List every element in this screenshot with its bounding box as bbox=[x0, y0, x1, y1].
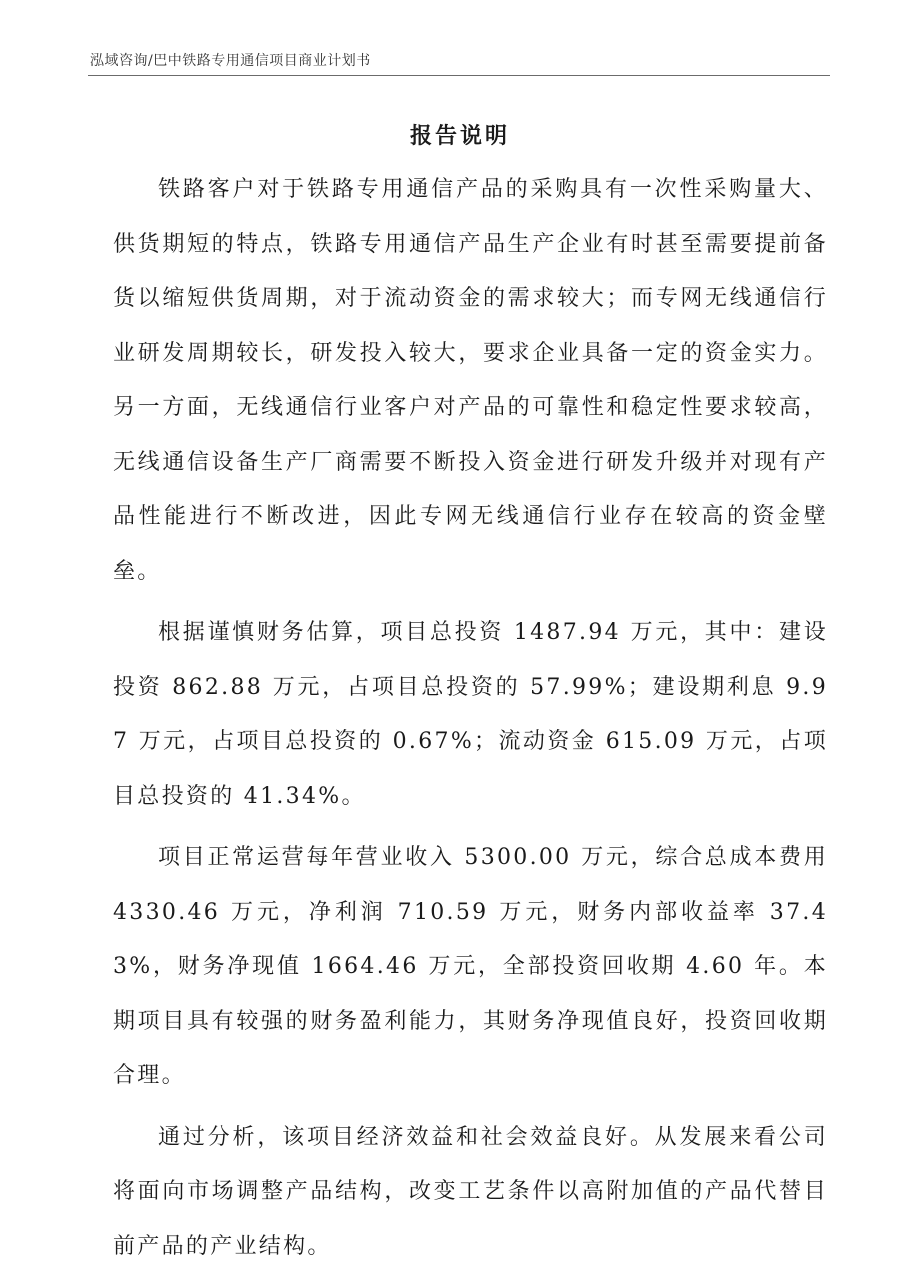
document-body bbox=[113, 163, 828, 1274]
paragraph-investment: 根据谨慎财务估算，项目总投资 1487.94 万元，其中：建设投资 862.88 万元，占项目总投资的 57.99%；建设期利息 9.97 万元，占项目总投资的 0.67%；流动资金 615.09 万元，占项目总投资的 41.34%。 bbox=[113, 606, 828, 824]
page-title: 报告说明 bbox=[0, 120, 920, 152]
paragraph-financials: 项目正常运营每年营业收入 5300.00 万元，综合总成本费用 4330.46 万元，净利润 710.59 万元，财务内部收益率 37.43%，财务净现值 1664.46 万元，全部投资回收期 4.60 年。本期项目具有较强的财务盈利能力，其财务净现值良好，投资回收期合理。 bbox=[113, 831, 828, 1104]
running-header: 泓域咨询/巴中铁路专用通信项目商业计划书 bbox=[90, 52, 371, 70]
paragraph-market-barrier: 铁路客户对于铁路专用通信产品的采购具有一次性采购量大、供货期短的特点，铁路专用通信产品生产企业有时甚至需要提前备货以缩短供货周期，对于流动资金的需求较大；而专网无线通信行业研发周期较长，研发投入较大，要求企业具备一定的资金实力。另一方面，无线通信行业客户对产品的可靠性和稳定性要求较高，无线通信设备生产厂商需要不断投入资金进行研发升级并对现有产品性能进行不断改进，因此专网无线通信行业存在较高的资金壁垒。 bbox=[113, 163, 828, 599]
header-divider bbox=[88, 75, 830, 76]
paragraph-conclusion: 通过分析，该项目经济效益和社会效益良好。从发展来看公司将面向市场调整产品结构，改变工艺条件以高附加值的产品代替目前产品的产业结构。 bbox=[113, 1111, 828, 1274]
